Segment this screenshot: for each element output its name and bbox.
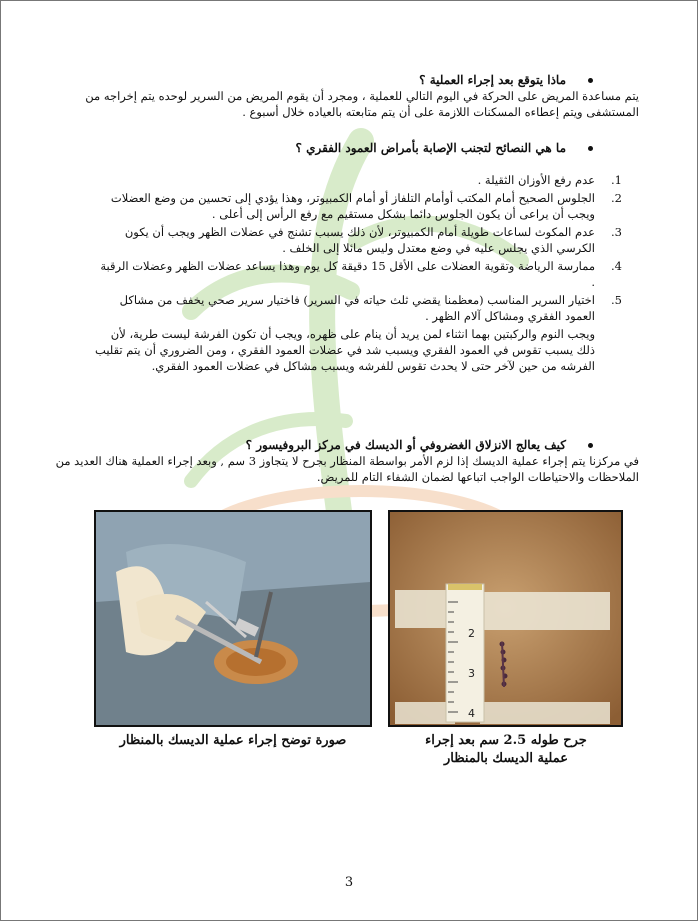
- item-number: 3.: [611, 225, 622, 239]
- incision-photo: [388, 510, 623, 727]
- paragraph-expect: يتم مساعدة المريض على الحركة في اليوم التالي للعملية ، ومجرد أن يقوم المريض من السرير لوحده يتم إخراجه من المستشفى ويتم إعطاءه المسكنات اللازمة على أن يتم متابعته بالعياده خلال أسبوع .: [85, 89, 639, 119]
- list-item: [95, 292, 635, 324]
- list-item: [95, 172, 635, 188]
- advice-extra-paragraph: ويجب النوم والركبتين بهما انثناء لمن يريد أن ينام على ظهره، ويجب أن تكون الفرشة ليست طرية، لأن ذلك يسبب تقوس في العمود الفقري ويسبب شد في عضلات العمود الفقري ، ومن الضروري أن يتم تقليب الفرشه من حين لآخر حتى لا يحدث تقوس للفرشه ويسبب مشاكل في عضلات العمود الفقري.: [95, 327, 595, 373]
- list-item: [95, 258, 635, 290]
- caption-line: عملية الديسك بالمنظار: [444, 751, 568, 766]
- bullet-icon: [588, 146, 593, 151]
- item-number: 2.: [611, 191, 622, 205]
- section-heading-treatment: [113, 437, 593, 453]
- ruler-label: 3: [468, 667, 475, 680]
- heading-text: كيف يعالج الانزلاق الغضروفي أو الديسك في مركز البروفيسور ؟: [245, 438, 566, 452]
- caption-line: جرح طوله 2.5 سم بعد إجراء: [425, 733, 587, 748]
- incision-illustration: [390, 512, 621, 725]
- item-text: اختيار السرير المناسب (معظمنا يقضي ثلث حياته في السرير) فاختيار سرير صحي يخفف من مشاكل العمود الفقري ومشاكل آلام الظهر .: [119, 293, 595, 323]
- page-number: 3: [344, 875, 354, 890]
- surgery-photo: [94, 510, 372, 727]
- ruler-label: 4: [468, 707, 475, 720]
- incision-photo-caption: [381, 732, 631, 768]
- bullet-icon: [588, 443, 593, 448]
- item-text: الجلوس الصحيح أمام المكتب أوأمام التلفاز أو أمام الكمبيوتر، وهذا يؤدي إلى تحسين من وضع العضلات ويجب أن يراعى أن يكون الجلوس دائما بشكل مستقيم مع رفع الرأس إلى أعلى .: [110, 191, 595, 221]
- advice-list: [95, 172, 635, 374]
- section-heading-expect: [113, 72, 593, 88]
- item-text: عدم رفع الأوزان الثقيلة .: [477, 173, 595, 187]
- bullet-icon: [588, 78, 593, 83]
- item-number: 5.: [611, 293, 622, 307]
- item-text: عدم المكوث لساعات طويلة أمام الكمبيوتر، لأن ذلك يسبب تشنج في عضلات الظهر ويجب أن يكون الكرسي الذي يجلس عليه في وضع معتدل وليس مائلا إلى الخلف .: [124, 225, 595, 255]
- item-text: ممارسة الرياضة وتقوية العضلات على الأقل 15 دقيقة كل يوم وهذا يساعد عضلات الظهر وعضلات الرقبة .: [100, 259, 595, 289]
- paragraph-treatment: في مركزنا يتم إجراء عملية الديسك إذا لزم الأمر بواسطة المنظار بجرح لا يتجاوز 3 سم , وبعد إجراء العملية هناك العديد من الملاحظات والاحتياطات الواجب اتباعها لضمان الشفاء التام للمريض.: [55, 454, 639, 484]
- ruler-label: 2: [468, 627, 475, 640]
- list-item: [95, 190, 635, 222]
- heading-text: ما هي النصائح لتجنب الإصابة بأمراض العمود الفقري ؟: [295, 141, 566, 155]
- list-item: [95, 224, 635, 256]
- item-number: 1.: [611, 173, 622, 187]
- section-heading-advice: [113, 140, 593, 156]
- surgery-photo-caption: صورة توضح إجراء عملية الديسك بالمنظار: [119, 733, 347, 748]
- heading-text: ماذا يتوقع بعد إجراء العملية ؟: [419, 73, 566, 87]
- item-number: 4.: [611, 259, 622, 273]
- surgery-illustration: [96, 512, 370, 725]
